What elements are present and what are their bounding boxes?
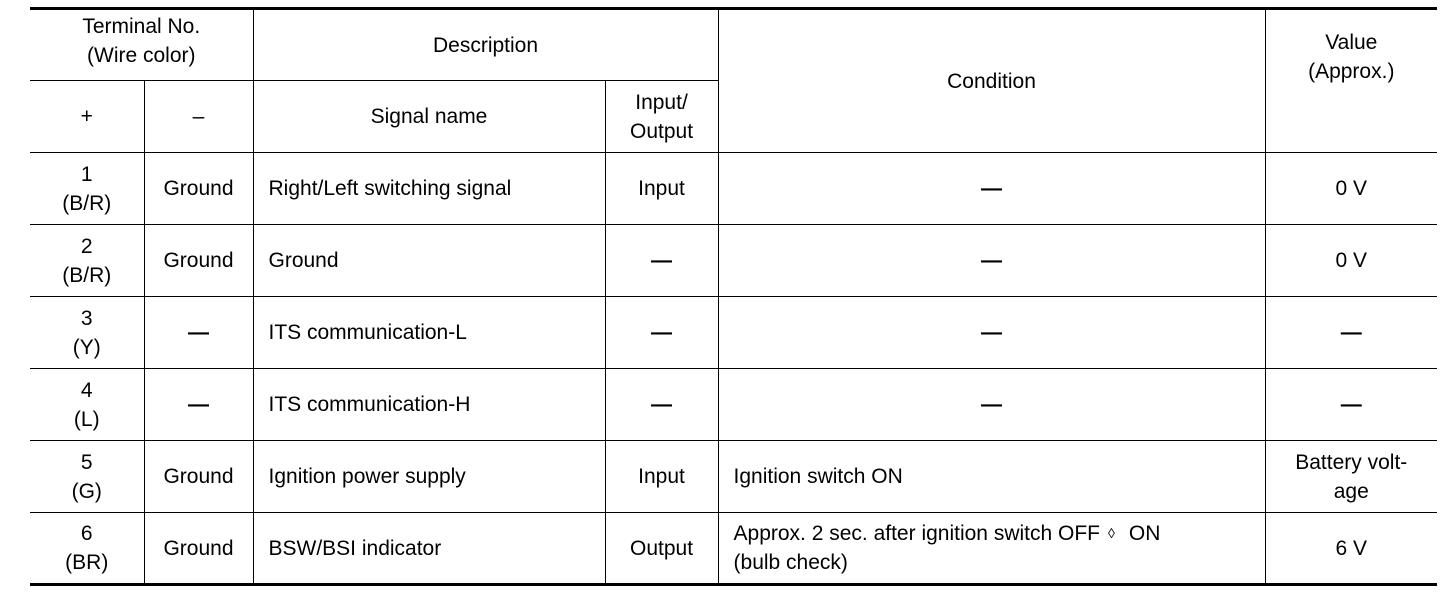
io-header-output: Output bbox=[629, 119, 694, 143]
io-header bbox=[605, 81, 718, 153]
wire-color-label: (Wire color) bbox=[87, 44, 196, 67]
minus-cell: — bbox=[144, 369, 253, 441]
value-cell bbox=[1265, 441, 1437, 513]
signal-name-header: Signal name bbox=[253, 81, 605, 153]
value-header-approx: (Approx.) bbox=[1308, 60, 1395, 83]
value-cell: 0 V bbox=[1265, 225, 1437, 297]
description-header: Description bbox=[253, 9, 718, 81]
wire-color: (L) bbox=[73, 407, 100, 431]
io-cell: — bbox=[605, 369, 718, 441]
value-cell: 6 V bbox=[1265, 513, 1437, 585]
table-row bbox=[30, 225, 1437, 297]
io-cell: — bbox=[605, 297, 718, 369]
wire-color: (G) bbox=[71, 479, 102, 503]
terminal-number: 4 bbox=[80, 378, 93, 402]
minus-header: – bbox=[144, 81, 253, 153]
condition-cell: Ignition switch ON bbox=[718, 441, 1265, 513]
minus-cell: — bbox=[144, 297, 253, 369]
condition-text-b: ON bbox=[1128, 522, 1161, 545]
value-cell: — bbox=[1265, 369, 1437, 441]
table-row bbox=[30, 297, 1437, 369]
wire-color: (BR) bbox=[65, 551, 109, 574]
table-row bbox=[30, 153, 1437, 225]
value-header bbox=[1265, 9, 1437, 153]
condition-line-1 bbox=[734, 519, 1257, 548]
io-header-input: Input/ bbox=[635, 90, 688, 114]
minus-cell: Ground bbox=[144, 513, 253, 585]
condition-text-a: Approx. 2 sec. after ignition switch OFF bbox=[733, 522, 1100, 545]
wire-color: (B/R) bbox=[62, 191, 112, 215]
signal-name-cell: Right/Left switching signal bbox=[253, 153, 605, 225]
signal-name-cell: ITS communication-L bbox=[253, 297, 605, 369]
value-cell: 0 V bbox=[1265, 153, 1437, 225]
signal-name-cell: ITS communication-H bbox=[253, 369, 605, 441]
minus-cell: Ground bbox=[144, 225, 253, 297]
terminal-cell bbox=[30, 225, 144, 297]
condition-line-2: (bulb check) bbox=[733, 551, 848, 574]
terminal-number: 6 bbox=[80, 522, 93, 545]
value-cell: — bbox=[1265, 297, 1437, 369]
condition-cell bbox=[718, 513, 1265, 585]
condition-cell: — bbox=[718, 297, 1265, 369]
wire-color: (Y) bbox=[72, 335, 101, 359]
minus-cell: Ground bbox=[144, 441, 253, 513]
terminal-cell bbox=[30, 297, 144, 369]
plus-header: + bbox=[30, 81, 144, 153]
terminal-cell bbox=[30, 513, 144, 585]
terminal-number: 3 bbox=[80, 306, 93, 330]
terminal-number: 1 bbox=[80, 162, 93, 186]
table-row bbox=[30, 441, 1437, 513]
minus-cell: Ground bbox=[144, 153, 253, 225]
arrow-diamond-icon: ◊ bbox=[1108, 525, 1115, 541]
value-header-label: Value bbox=[1325, 31, 1378, 54]
header-row-1 bbox=[30, 9, 1437, 81]
value-line-1: Battery volt- bbox=[1295, 450, 1408, 474]
terminal-number: 5 bbox=[80, 450, 93, 474]
condition-cell: — bbox=[718, 369, 1265, 441]
table-row bbox=[30, 369, 1437, 441]
terminal-number: 2 bbox=[80, 234, 93, 258]
condition-cell: — bbox=[718, 153, 1265, 225]
io-cell: Input bbox=[605, 441, 718, 513]
value-line-2: age bbox=[1333, 479, 1369, 503]
terminal-cell bbox=[30, 441, 144, 513]
signal-name-cell: Ground bbox=[253, 225, 605, 297]
io-cell: Output bbox=[605, 513, 718, 585]
io-cell: Input bbox=[605, 153, 718, 225]
signal-name-cell: BSW/BSI indicator bbox=[253, 513, 605, 585]
condition-cell: — bbox=[718, 225, 1265, 297]
terminal-cell bbox=[30, 369, 144, 441]
signal-name-cell: Ignition power supply bbox=[253, 441, 605, 513]
table-row bbox=[30, 513, 1437, 585]
io-cell: — bbox=[605, 225, 718, 297]
condition-header: Condition bbox=[718, 9, 1265, 153]
terminal-no-header bbox=[30, 9, 253, 81]
terminal-cell bbox=[30, 153, 144, 225]
terminal-no-label: Terminal No. bbox=[82, 15, 201, 38]
wire-color: (B/R) bbox=[62, 263, 112, 287]
terminal-spec-table bbox=[30, 7, 1437, 586]
